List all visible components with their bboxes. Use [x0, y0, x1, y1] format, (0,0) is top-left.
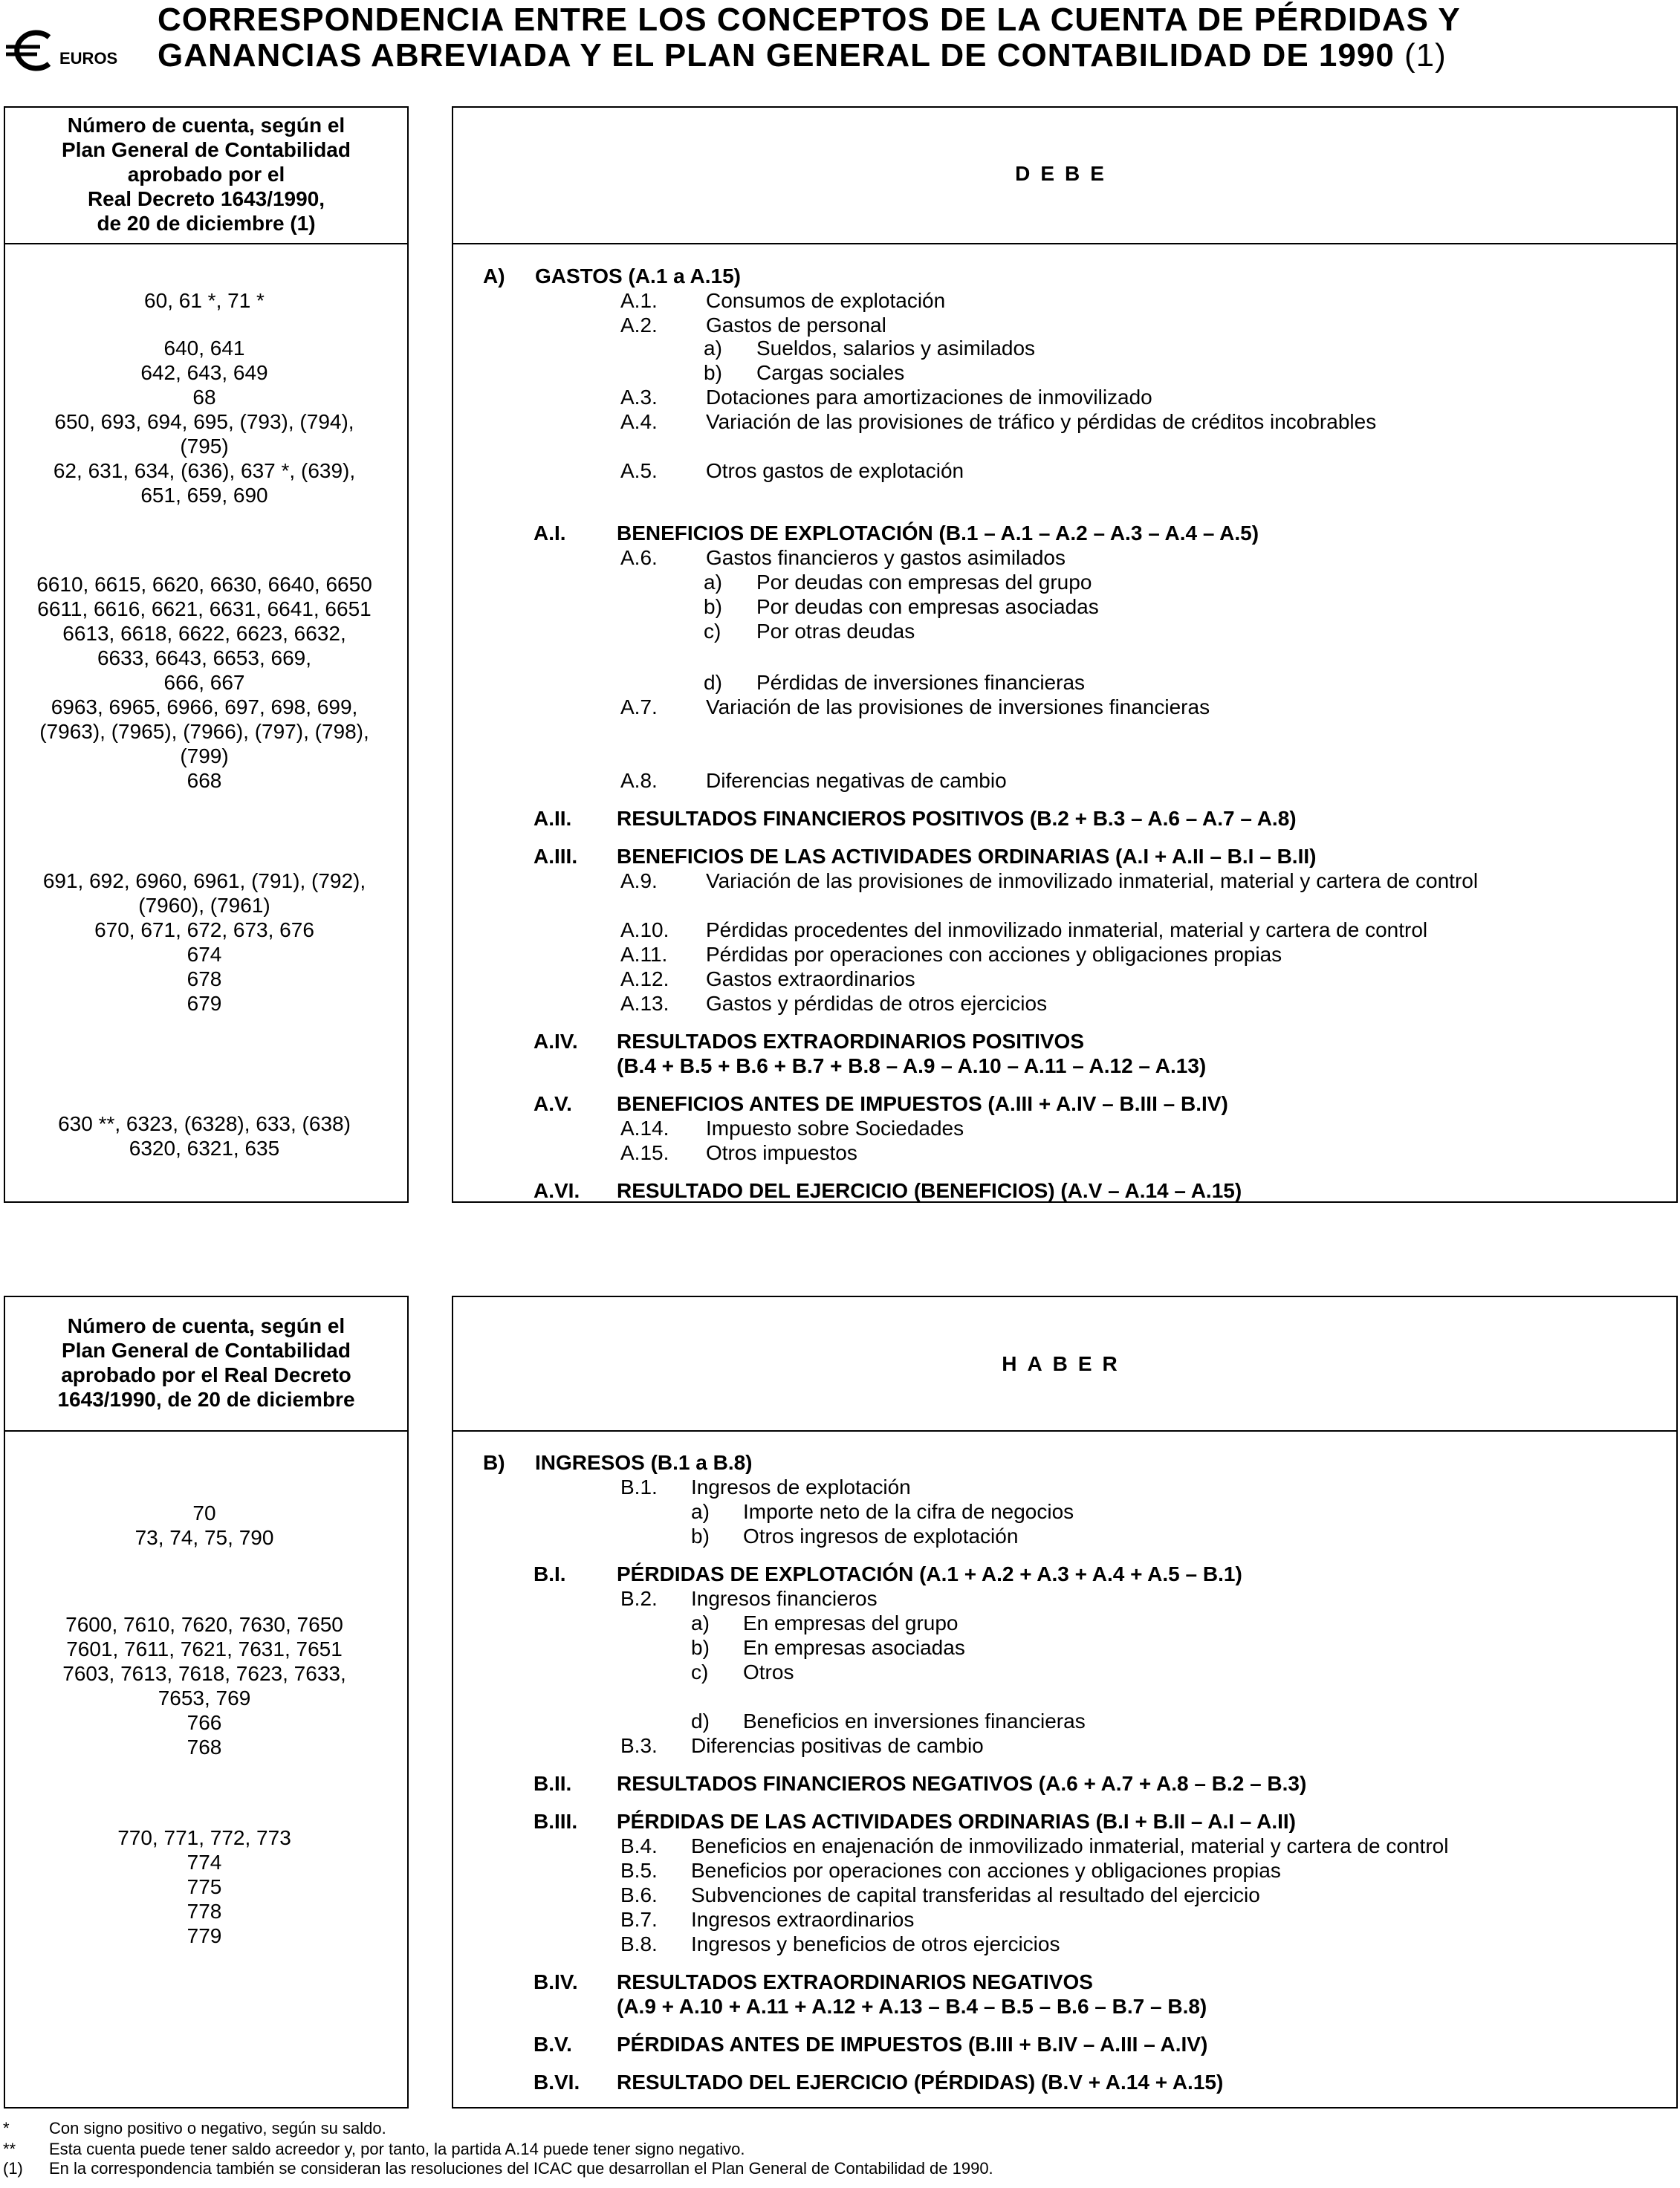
concept-code: A.3.	[620, 386, 658, 409]
concept-text: Ingresos y beneficios de otros ejercicios	[691, 1932, 1060, 1955]
concept-text: Beneficios en enajenación de inmovilizado inmaterial, material y cartera de control	[691, 1834, 1449, 1857]
concept-text: Otros ingresos de explotación	[743, 1525, 1019, 1548]
account-numbers: (799)	[180, 744, 229, 767]
account-numbers: (7960), (7961)	[138, 894, 270, 917]
concept-code: B.4.	[620, 1834, 658, 1857]
account-numbers: 768	[187, 1736, 222, 1759]
concept-code: A.11.	[620, 943, 668, 966]
concept-code: B.8.	[620, 1932, 658, 1955]
debe-right-divider	[452, 243, 1678, 244]
footnote-mark: *	[3, 2119, 10, 2137]
account-numbers: 779	[187, 1924, 222, 1947]
account-numbers: 6611, 6616, 6621, 6631, 6641, 6651	[37, 597, 372, 620]
concept-text: RESULTADOS FINANCIEROS POSITIVOS (B.2 + B.3 – A.6 – A.7 – A.8)	[617, 807, 1297, 830]
concept-text: Ingresos de explotación	[691, 1476, 911, 1499]
account-numbers: 7601, 7611, 7621, 7631, 7651	[66, 1637, 343, 1661]
debe-left-divider	[4, 243, 409, 244]
concept-code: B.I.	[533, 1562, 566, 1585]
concept-text: Pérdidas de inversiones financieras	[756, 671, 1086, 694]
concept-text: RESULTADOS FINANCIEROS NEGATIVOS (A.6 + A.7 + A.8 – B.2 – B.3)	[617, 1772, 1307, 1795]
concept-text: Gastos financieros y gastos asimilados	[706, 546, 1066, 569]
concept-text: Gastos y pérdidas de otros ejercicios	[706, 992, 1048, 1015]
concept-text: Importe neto de la cifra de negocios	[743, 1500, 1074, 1523]
account-numbers: 62, 631, 634, (636), 637 *, (639),	[53, 459, 356, 482]
account-numbers: 774	[187, 1851, 222, 1874]
concept-text: RESULTADO DEL EJERCICIO (PÉRDIDAS) (B.V + A.14 + A.15)	[617, 2071, 1224, 2094]
account-numbers: 6610, 6615, 6620, 6630, 6640, 6650	[36, 573, 372, 596]
concept-code: A.II.	[533, 807, 572, 830]
concept-code: b)	[704, 595, 722, 618]
concept-code: A.1.	[620, 289, 658, 312]
concept-code: B.6.	[620, 1883, 658, 1906]
concept-code: A)	[483, 264, 505, 288]
account-numbers: 68	[192, 386, 216, 409]
account-numbers: 668	[187, 769, 222, 792]
concept-text: Dotaciones para amortizaciones de inmovilizado	[706, 386, 1152, 409]
concept-text: Ingresos financieros	[691, 1587, 878, 1610]
concept-text: PÉRDIDAS DE EXPLOTACIÓN (A.1 + A.2 + A.3 + A.4 + A.5 – B.1)	[617, 1562, 1242, 1585]
concept-code: a)	[691, 1500, 710, 1523]
concept-code: A.9.	[620, 869, 658, 892]
concept-code: A.7.	[620, 695, 658, 718]
concept-text: Por deudas con empresas del grupo	[756, 571, 1092, 594]
concept-text: Sueldos, salarios y asimilados	[756, 337, 1036, 360]
haber-left-header: Número de cuenta, según el Plan General de Contabilidad aprobado por el Real Decreto 1643/1990, de 20 de diciembre	[57, 1314, 355, 1411]
concept-code: a)	[691, 1611, 710, 1634]
concept-code: a)	[704, 337, 722, 360]
concept-code: A.10.	[620, 918, 669, 941]
euro-icon	[4, 30, 56, 71]
footnote-text: Con signo positivo o negativo, según su saldo.	[49, 2119, 386, 2137]
concept-code: B.IV.	[533, 1970, 578, 1993]
concept-code: B.V.	[533, 2033, 572, 2056]
account-numbers: 670, 671, 672, 673, 676	[94, 918, 314, 941]
concept-code: a)	[704, 571, 722, 594]
concept-code: B.II.	[533, 1772, 572, 1795]
account-numbers: 7600, 7610, 7620, 7630, 7650	[65, 1613, 343, 1636]
concept-code: b)	[704, 361, 722, 384]
haber-left-divider	[4, 1430, 409, 1432]
account-numbers: 73, 74, 75, 790	[134, 1526, 274, 1549]
account-numbers: 7603, 7613, 7618, 7623, 7633,	[62, 1662, 346, 1685]
account-numbers: 651, 659, 690	[140, 484, 268, 507]
concept-text: Beneficios en inversiones financieras	[743, 1710, 1086, 1733]
account-numbers: 674	[187, 943, 222, 966]
concept-text: BENEFICIOS ANTES DE IMPUESTOS (A.III + A.IV – B.III – B.IV)	[617, 1092, 1228, 1115]
concept-code: A.VI.	[533, 1179, 580, 1202]
concept-code: c)	[691, 1661, 709, 1684]
account-numbers: 7653, 769	[158, 1687, 251, 1710]
concept-code: A.5.	[620, 459, 658, 482]
concept-code: A.15.	[620, 1141, 669, 1164]
account-numbers: 679	[187, 992, 222, 1015]
account-numbers: 770, 771, 772, 773	[117, 1826, 291, 1849]
debe-left-header: Número de cuenta, según el Plan General de Contabilidad aprobado por el Real Decreto 1643/1990, de 20 de diciembre (1)	[62, 114, 351, 235]
concept-code: A.IV.	[533, 1030, 578, 1053]
haber-right-divider	[452, 1430, 1678, 1432]
concept-code: A.III.	[533, 845, 578, 868]
account-numbers: 70	[192, 1502, 216, 1525]
account-numbers: 775	[187, 1875, 222, 1898]
concept-code: b)	[691, 1525, 710, 1548]
concept-text: Otros gastos de explotación	[706, 459, 964, 482]
concept-text: Ingresos extraordinarios	[691, 1908, 915, 1931]
concept-code: b)	[691, 1636, 710, 1659]
concept-code: A.I.	[533, 522, 566, 545]
footnote-text: En la correspondencia también se consideran las resoluciones del ICAC que desarrollan el Plan General de Contabilidad de 1990.	[49, 2159, 993, 2178]
concept-text: Otros impuestos	[706, 1141, 857, 1164]
concept-text: Gastos de personal	[706, 314, 886, 337]
haber-header: HABER	[1002, 1352, 1128, 1375]
concept-code: B.5.	[620, 1859, 658, 1882]
account-numbers: 691, 692, 6960, 6961, (791), (792),	[42, 869, 366, 892]
account-numbers: 678	[187, 967, 222, 990]
account-numbers: 6320, 6321, 635	[129, 1137, 280, 1160]
concept-text: Diferencias positivas de cambio	[691, 1734, 984, 1757]
concept-code: A.V.	[533, 1092, 572, 1115]
concept-text: BENEFICIOS DE EXPLOTACIÓN (B.1 – A.1 – A.2 – A.3 – A.4 – A.5)	[617, 522, 1259, 545]
concept-text: Otros	[743, 1661, 794, 1684]
debe-header: DEBE	[1015, 162, 1115, 185]
account-numbers: 778	[187, 1900, 222, 1923]
account-numbers: 60, 61 *, 71 *	[144, 289, 265, 312]
concept-code: A.12.	[620, 967, 669, 990]
account-numbers: 642, 643, 649	[140, 361, 268, 384]
account-numbers: (795)	[180, 435, 229, 458]
concept-text: PÉRDIDAS ANTES DE IMPUESTOS (B.III + B.IV – A.III – A.IV)	[617, 2033, 1208, 2056]
concept-code: A.8.	[620, 769, 658, 792]
concept-text: Variación de las provisiones de inmovilizado inmaterial, material y cartera de control	[706, 869, 1479, 892]
concept-text: Cargas sociales	[756, 361, 905, 384]
concept-code: B.2.	[620, 1587, 658, 1610]
concept-text: Por deudas con empresas asociadas	[756, 595, 1099, 618]
concept-text: Impuesto sobre Sociedades	[706, 1117, 964, 1140]
concept-text: (B.4 + B.5 + B.6 + B.7 + B.8 – A.9 – A.10 – A.11 – A.12 – A.13)	[617, 1054, 1207, 1077]
concept-text: Por otras deudas	[756, 620, 915, 643]
concept-code: d)	[691, 1710, 710, 1733]
concept-text: En empresas del grupo	[743, 1611, 959, 1634]
concept-code: B.7.	[620, 1908, 658, 1931]
account-numbers: 650, 693, 694, 695, (793), (794),	[54, 410, 354, 433]
footnote-text: Esta cuenta puede tener saldo acreedor y, por tanto, la partida A.14 puede tener signo negativo.	[49, 2140, 745, 2158]
account-numbers: 6963, 6965, 6966, 697, 698, 699,	[51, 695, 358, 718]
concept-code: B.1.	[620, 1476, 658, 1499]
concept-text: BENEFICIOS DE LAS ACTIVIDADES ORDINARIAS (A.I + A.II – B.I – B.II)	[617, 845, 1317, 868]
concept-code: B.VI.	[533, 2071, 580, 2094]
account-numbers: 630 **, 6323, (6328), 633, (638)	[58, 1112, 351, 1135]
concept-text: Variación de las provisiones de tráfico y pérdidas de créditos incobrables	[706, 410, 1377, 433]
concept-text: Pérdidas procedentes del inmovilizado inmaterial, material y cartera de control	[706, 918, 1428, 941]
footnote-mark: **	[3, 2140, 16, 2158]
concept-code: d)	[704, 671, 722, 694]
account-numbers: 6613, 6618, 6622, 6623, 6632,	[62, 622, 346, 645]
concept-text: Beneficios por operaciones con acciones y obligaciones propias	[691, 1859, 1281, 1882]
title-line-1: CORRESPONDENCIA ENTRE LOS CONCEPTOS DE LA CUENTA DE PÉRDIDAS Y	[158, 1, 1461, 38]
concept-text: Gastos extraordinarios	[706, 967, 915, 990]
account-numbers: 666, 667	[163, 671, 245, 694]
concept-code: A.2.	[620, 314, 658, 337]
concept-text: Pérdidas por operaciones con acciones y obligaciones propias	[706, 943, 1282, 966]
concept-code: A.6.	[620, 546, 658, 569]
account-numbers: 640, 641	[163, 337, 245, 360]
concept-text: Subvenciones de capital transferidas al resultado del ejercicio	[691, 1883, 1260, 1906]
concept-text: Consumos de explotación	[706, 289, 946, 312]
title-line-2: GANANCIAS ABREVIADA Y EL PLAN GENERAL DE CONTABILIDAD DE 1990 (1)	[158, 37, 1447, 74]
concept-text: RESULTADOS EXTRAORDINARIOS NEGATIVOS	[617, 1970, 1093, 1993]
account-numbers: (7963), (7965), (7966), (797), (798),	[39, 720, 369, 743]
concept-text: GASTOS (A.1 a A.15)	[535, 264, 741, 288]
concept-text: En empresas asociadas	[743, 1636, 965, 1659]
footnote-mark: (1)	[3, 2159, 23, 2178]
concept-code: A.13.	[620, 992, 669, 1015]
concept-text: Diferencias negativas de cambio	[706, 769, 1007, 792]
concept-text: INGRESOS (B.1 a B.8)	[535, 1451, 753, 1474]
concept-code: A.14.	[620, 1117, 669, 1140]
account-numbers: 766	[187, 1711, 222, 1734]
concept-text: RESULTADOS EXTRAORDINARIOS POSITIVOS	[617, 1030, 1085, 1053]
concept-text: (A.9 + A.10 + A.11 + A.12 + A.13 – B.4 – B.5 – B.6 – B.7 – B.8)	[617, 1995, 1207, 2018]
concept-code: c)	[704, 620, 721, 643]
currency-label: EUROS	[59, 49, 118, 68]
concept-text: PÉRDIDAS DE LAS ACTIVIDADES ORDINARIAS (B.I + B.II – A.I – A.II)	[617, 1810, 1296, 1833]
account-numbers: 6633, 6643, 6653, 669,	[97, 646, 312, 669]
concept-code: B.3.	[620, 1734, 658, 1757]
concept-code: B)	[483, 1451, 505, 1474]
concept-code: A.4.	[620, 410, 658, 433]
concept-text: Variación de las provisiones de inversiones financieras	[706, 695, 1210, 718]
concept-text: RESULTADO DEL EJERCICIO (BENEFICIOS) (A.V – A.14 – A.15)	[617, 1179, 1242, 1202]
concept-code: B.III.	[533, 1810, 578, 1833]
